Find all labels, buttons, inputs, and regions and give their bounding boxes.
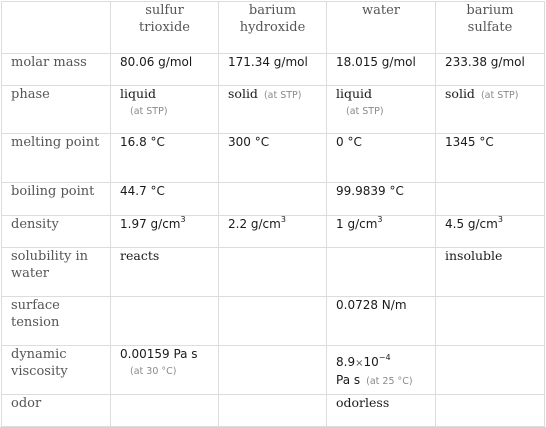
cell-value xyxy=(436,395,545,427)
condition-note: (at 30 °C) xyxy=(130,366,177,377)
cell-value xyxy=(436,297,545,346)
row-label-molar-mass: molar mass xyxy=(2,54,111,86)
cell-value: 80.06 g/mol xyxy=(111,54,219,86)
condition-note: (at 25 °C) xyxy=(366,376,413,387)
column-header-sulfur-trioxide: sulfur trioxide xyxy=(111,2,219,54)
table-row-molar-mass xyxy=(2,54,545,86)
exponent: 3 xyxy=(497,215,503,224)
cell-value: 1345 °C xyxy=(436,134,545,183)
cell-value: 44.7 °C xyxy=(111,183,219,216)
cell-value xyxy=(111,395,219,427)
condition-note: (at STP) xyxy=(346,106,384,117)
column-header-barium-sulfate: barium sulfate xyxy=(436,2,545,54)
cell-value: 0.0728 N/m xyxy=(327,297,436,346)
table-row-dynamic-viscosity xyxy=(2,346,545,395)
cell-value: reacts xyxy=(111,248,219,297)
properties-table xyxy=(1,1,545,427)
row-label-phase: phase xyxy=(2,86,111,134)
cell-value xyxy=(327,216,436,248)
cell-value xyxy=(436,86,545,134)
exponent: 3 xyxy=(280,215,286,224)
cell-value xyxy=(219,183,327,216)
cell-value xyxy=(219,346,327,395)
cell-value xyxy=(219,248,327,297)
table-row-boiling-point xyxy=(2,183,545,216)
density-value: 2.2 g/cm xyxy=(228,217,281,231)
times-sign: × xyxy=(355,358,364,369)
condition-note: (at STP) xyxy=(263,90,302,101)
condition-note: (at STP) xyxy=(480,90,519,101)
row-label-solubility: solubility in water xyxy=(2,248,111,297)
cell-value xyxy=(327,346,436,395)
row-label-boiling-point: boiling point xyxy=(2,183,111,216)
table-row-melting-point xyxy=(2,134,545,183)
table-row-density xyxy=(2,216,545,248)
cell-value xyxy=(111,216,219,248)
cell-value xyxy=(111,297,219,346)
cell-value: 233.38 g/mol xyxy=(436,54,545,86)
density-value: 1.97 g/cm xyxy=(120,217,181,231)
row-label-melting-point: melting point xyxy=(2,134,111,183)
row-label-dynamic-viscosity: dynamic viscosity xyxy=(2,346,111,395)
cell-value xyxy=(219,297,327,346)
cell-value xyxy=(219,395,327,427)
phase-value: liquid xyxy=(336,86,373,101)
exponent: 3 xyxy=(180,215,186,224)
cell-value: 300 °C xyxy=(219,134,327,183)
scientific-value xyxy=(336,354,426,372)
unit: Pa s xyxy=(336,373,361,387)
phase-value: solid xyxy=(445,86,475,101)
corner-cell xyxy=(2,2,111,54)
phase-value: liquid xyxy=(120,86,157,101)
cell-value: 99.9839 °C xyxy=(327,183,436,216)
exponent: −4 xyxy=(378,353,391,362)
cell-value: insoluble xyxy=(436,248,545,297)
exponent: 3 xyxy=(377,215,383,224)
phase-value: solid xyxy=(228,86,258,101)
header-row xyxy=(2,2,545,54)
column-header-barium-hydroxide: barium hydroxide xyxy=(219,2,327,54)
cell-value xyxy=(436,346,545,395)
density-value: 4.5 g/cm xyxy=(445,217,498,231)
cell-value xyxy=(436,183,545,216)
cell-value: 171.34 g/mol xyxy=(219,54,327,86)
row-label-odor: odor xyxy=(2,395,111,427)
cell-value: odorless xyxy=(327,395,436,427)
cell-value xyxy=(219,86,327,134)
condition-note: (at STP) xyxy=(130,106,168,117)
mantissa: 8.9 xyxy=(336,355,356,369)
cell-value xyxy=(111,346,219,395)
base: 10 xyxy=(363,355,379,369)
cell-value: 0 °C xyxy=(327,134,436,183)
table-row-odor xyxy=(2,395,545,427)
cell-value xyxy=(327,248,436,297)
viscosity-value: 0.00159 Pa s xyxy=(120,347,198,361)
table-row-surface-tension xyxy=(2,297,545,346)
cell-value xyxy=(327,86,436,134)
cell-value xyxy=(219,216,327,248)
row-label-density: density xyxy=(2,216,111,248)
column-header-water: water xyxy=(327,2,436,54)
cell-value xyxy=(111,86,219,134)
table-row-solubility xyxy=(2,248,545,297)
cell-value: 16.8 °C xyxy=(111,134,219,183)
density-value: 1 g/cm xyxy=(336,217,378,231)
cell-value xyxy=(436,216,545,248)
table-row-phase xyxy=(2,86,545,134)
cell-value: 18.015 g/mol xyxy=(327,54,436,86)
row-label-surface-tension: surface tension xyxy=(2,297,111,346)
